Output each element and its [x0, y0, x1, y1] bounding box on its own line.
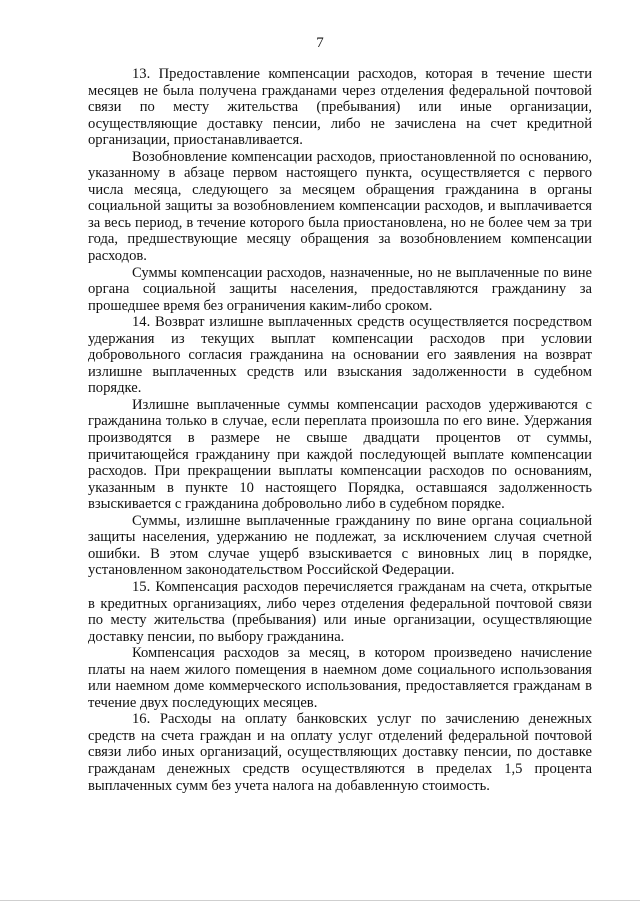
paragraph-agency-error: Суммы, излишне выплаченные гражданину по вине органа социальной защиты населения, удержанию не подлежат, за исключением случая счетной ошибки. В этом случае ущерб взыскивается с виновных лиц в порядке, установленном законодательством Российской Федерации. [88, 512, 592, 579]
paragraph-14: 14. Возврат излишне выплаченных средств осуществляется посредством удержания из текущих выплат компенсации расходов при условии добровольного согласия гражданина на основании его заявления на возврат излишне выплаченных средств или взыскания задолженности в судебном порядке. [88, 314, 592, 397]
document-body [88, 66, 592, 794]
paragraph-15: 15. Компенсация расходов перечисляется гражданам на счета, открытые в кредитных организациях, либо через отделения федеральной почтовой связи по месту жительства (пребывания) или иные организации, осуществляющие доставку пенсии, по выбору гражданина. [88, 578, 592, 645]
page-bottom-edge [0, 900, 640, 901]
paragraph-16: 16. Расходы на оплату банковских услуг по зачислению денежных средств на счета граждан и на оплату услуг отделений федеральной почтовой связи либо иных организаций, осуществляющих доставку пенсии, по доставке гражданам денежных средств осуществляются в пределах 1,5 процента выплаченных сумм без учета налога на добавленную стоимость. [88, 711, 592, 794]
paragraph-unpaid-sums: Суммы компенсации расходов, назначенные, но не выплаченные по вине органа социальной защиты населения, предоставляются гражданину за прошедшее время без ограничения каким-либо сроком. [88, 264, 592, 314]
paragraph-overpaid-sums: Излишне выплаченные суммы компенсации расходов удерживаются с гражданина только в случае, если переплата произошла по его вине. Удержания производятся в размере не свыше двадцати процентов от суммы, причитающейся гражданину при каждой последующей выплате компенсации расходов. При прекращении выплаты компенсации расходов по основаниям, указанным в пункте 10 настоящего Порядка, оставшаяся задолженность взыскивается с гражданина добровольно либо в судебном порядке. [88, 396, 592, 513]
paragraph-monthly-compensation: Компенсация расходов за месяц, в котором произведено начисление платы на наем жилого помещения в наемном доме социального использования или наемном доме коммерческого использования, предоставляется гражданам в течение двух последующих месяцев. [88, 645, 592, 711]
paragraph-13: 13. Предоставление компенсации расходов, которая в течение шести месяцев не была получена гражданами через отделения федеральной почтовой связи по месту жительства (пребывания) или иные организации, осуществляющие доставку пенсии, либо не зачислена на счет кредитной организации, приостанавливается. [88, 66, 592, 149]
paragraph-resumption: Возобновление компенсации расходов, приостановленной по основанию, указанному в абзаце первом настоящего пункта, осуществляется с первого числа месяца, следующего за месяцем обращения гражданина в органы социальной защиты за возобновлением компенсации расходов, и выплачивается за весь период, в течение которого была приостановлена, но не более чем за три года, предшествующие месяцу обращения за возобновлением компенсации расходов. [88, 148, 592, 265]
page-number: 7 [316, 35, 324, 51]
